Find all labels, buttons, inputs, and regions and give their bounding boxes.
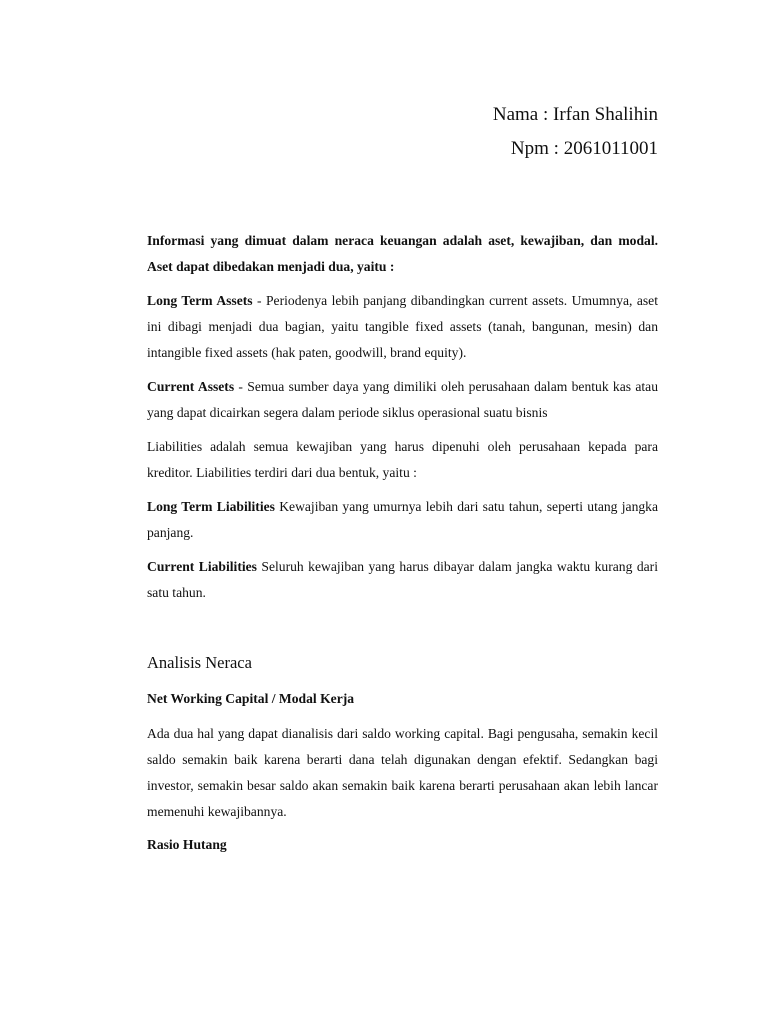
liabilities-intro: Liabilities adalah semua kewajiban yang harus dipenuhi oleh perusahaan kepada para kreditor. Liabilities terdiri dari dua bentuk, yaitu : [147, 439, 658, 480]
definition-term: Long Term Liabilities [147, 499, 275, 514]
definition-text: - Periodenya lebih panjang dibandingkan current assets. Umumnya, aset ini dibagi menjadi dua bagian, yaitu tangible fixed assets (tanah, bangunan, mesin) dan intangible fixed assets (hak paten, goodwill, brand equity). [147, 293, 658, 360]
subheading-rasio-hutang: Rasio Hutang [147, 837, 227, 852]
student-name: Nama : Irfan Shalihin [492, 104, 658, 125]
nwc-paragraph: Ada dua hal yang dapat dianalisis dari saldo working capital. Bagi pengusaha, semakin kecil saldo semakin baik karena berarti dana telah digunakan dengan efektif. Sedangkan bagi investor, semakin besar saldo akan semakin baik karena berarti perusahaan akan lebih lancar memenuhi kewajibannya. [147, 726, 658, 819]
definition-text: Seluruh kewajiban yang harus dibayar dalam jangka waktu kurang dari satu tahun. [147, 559, 658, 600]
intro-summary [147, 228, 658, 280]
student-npm: Npm : 2061011001 [510, 138, 658, 159]
definition-term: Current Liabilities [147, 559, 257, 574]
definition-term: Current Assets [147, 379, 235, 394]
definition-term: Long Term Assets [147, 293, 253, 308]
nwc-section [147, 721, 658, 833]
subheading-net-working-capital: Net Working Capital / Modal Kerja [147, 691, 355, 706]
definition-long-term-liabilities [147, 494, 658, 546]
definition-text: - Semua sumber daya yang dimiliki oleh perusahaan dalam bentuk kas atau yang dapat dicairkan segera dalam periode siklus operasional suatu bisnis [147, 379, 658, 420]
definition-long-term-assets [147, 288, 658, 366]
section-heading-analisis-neraca: Analisis Neraca [147, 653, 252, 672]
intro-summary-text: Informasi yang dimuat dalam neraca keuangan adalah aset, kewajiban, dan modal. Aset dapat dibedakan menjadi dua, yaitu : [147, 233, 658, 274]
definition-text: Kewajiban yang umurnya lebih dari satu tahun, seperti utang jangka panjang. [147, 499, 659, 540]
definition-current-assets [147, 374, 658, 426]
intro-section [147, 228, 658, 614]
definition-current-liabilities [147, 554, 658, 606]
